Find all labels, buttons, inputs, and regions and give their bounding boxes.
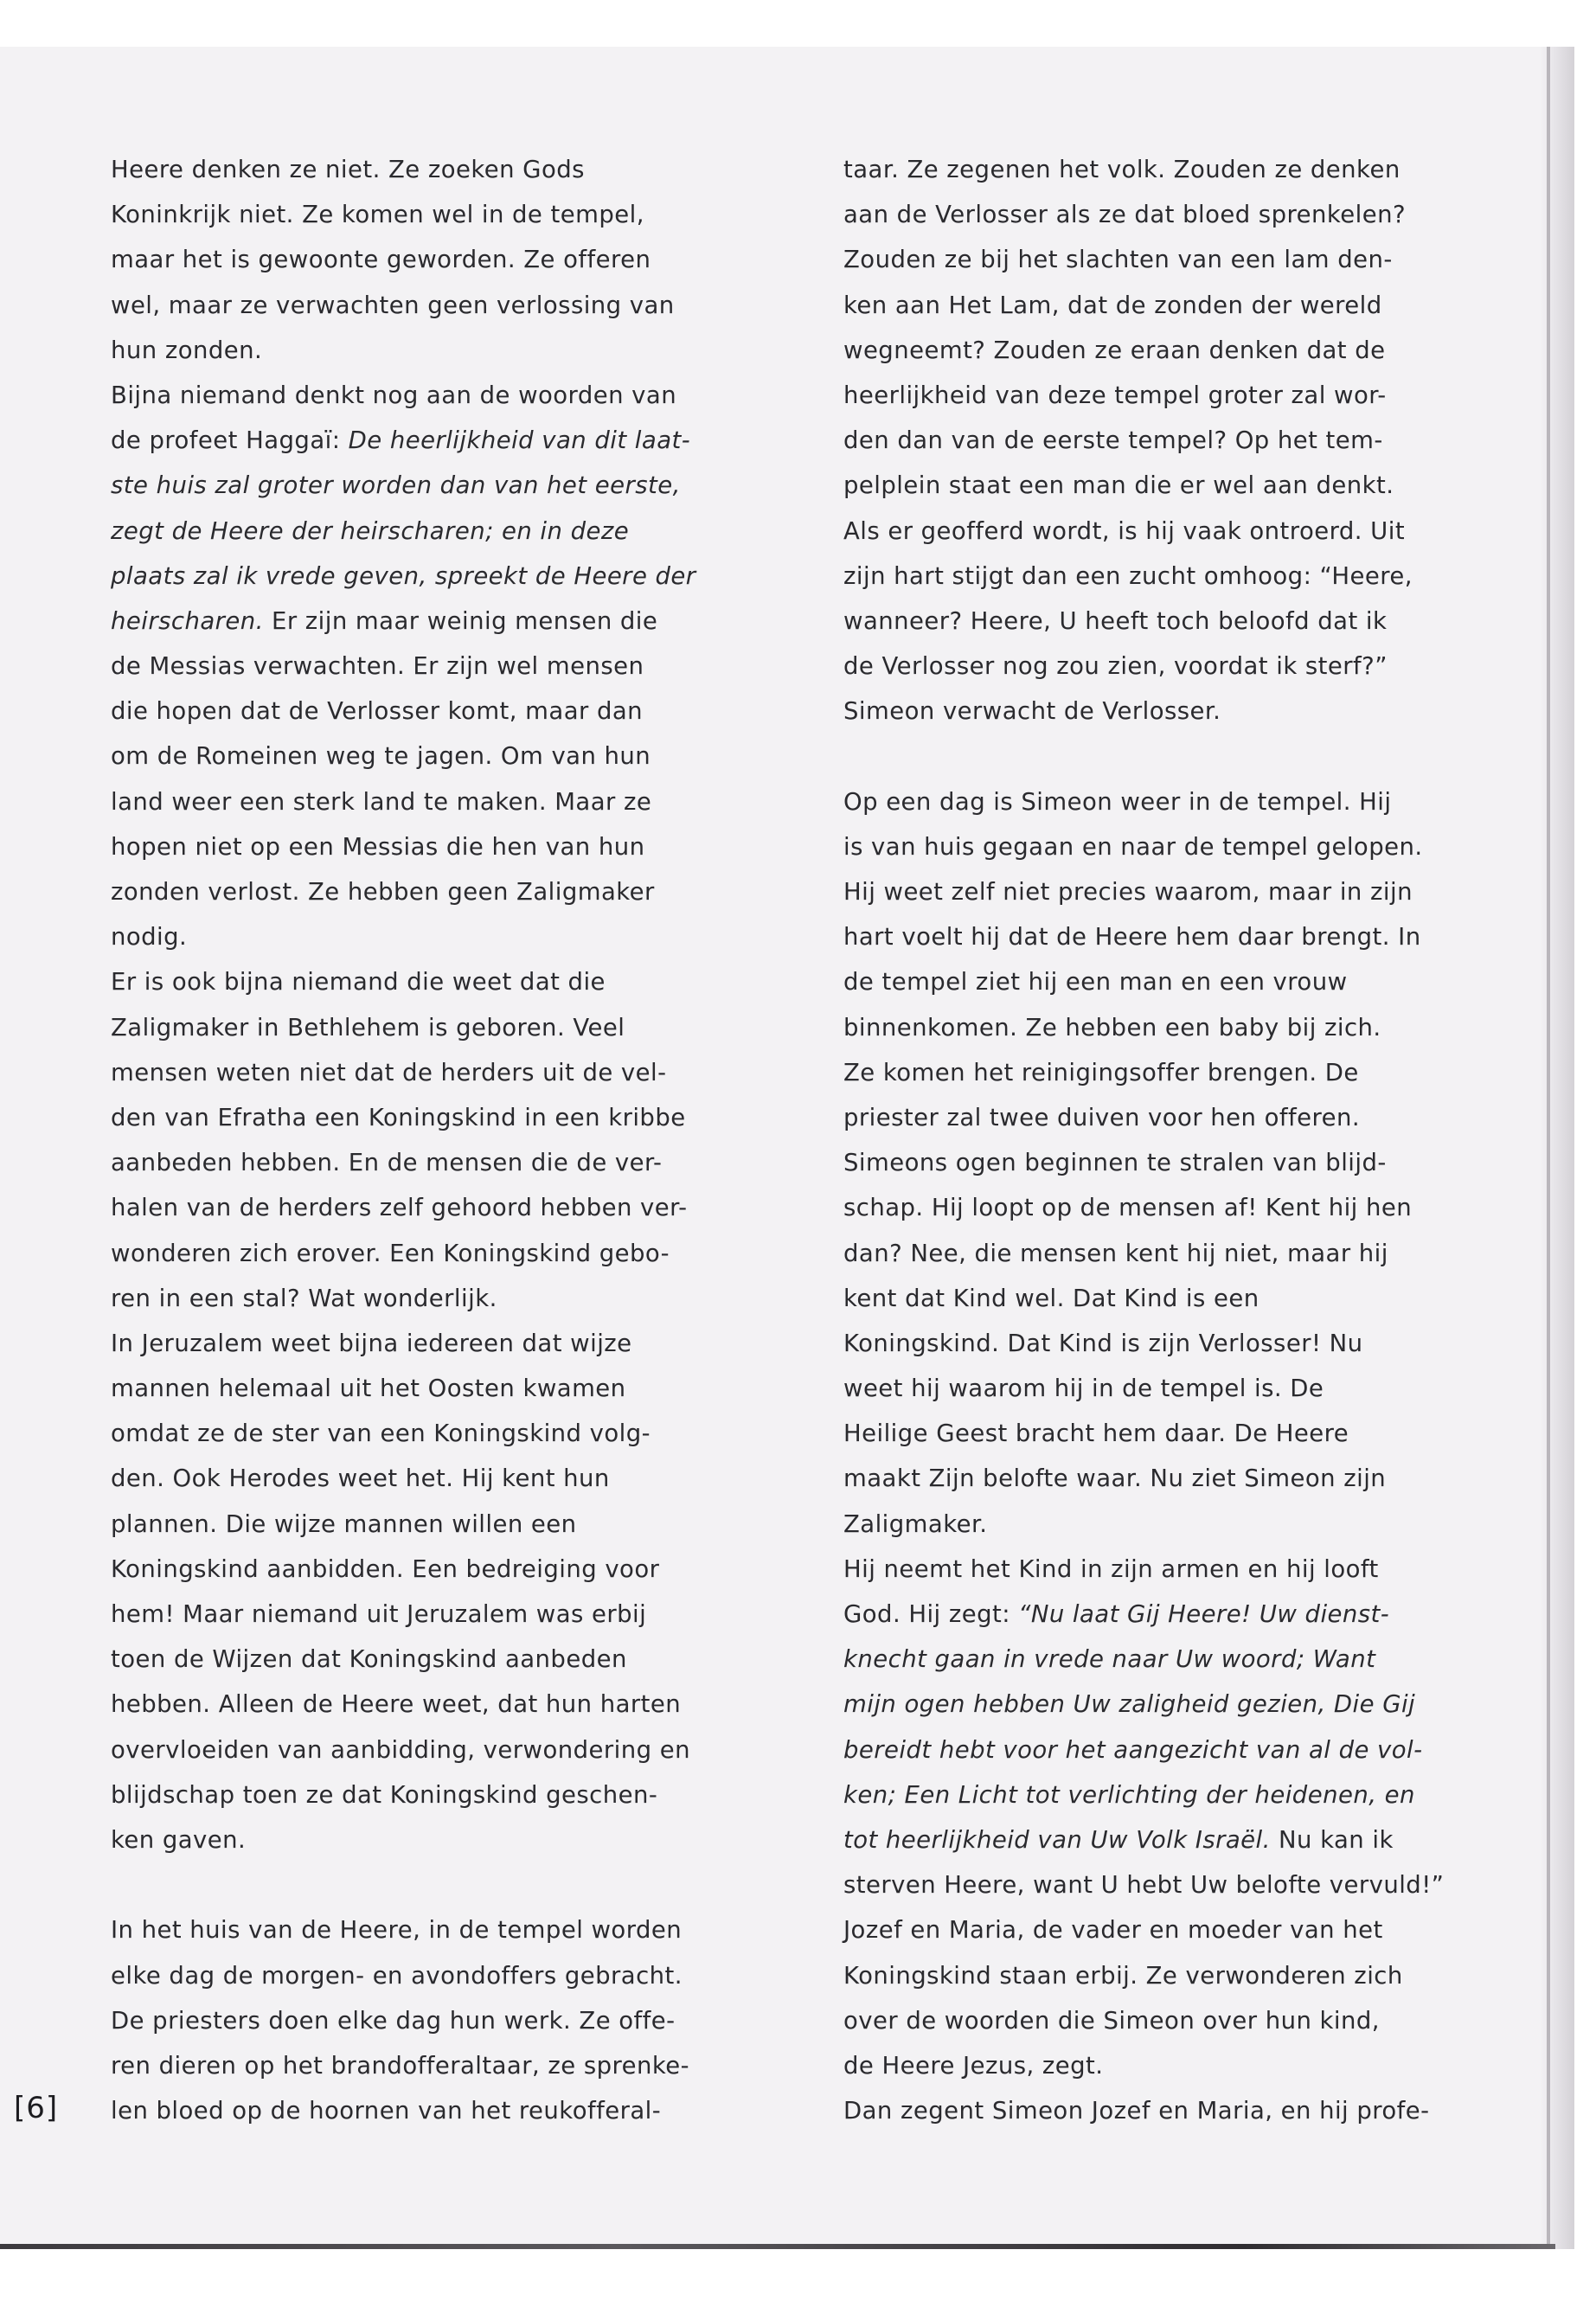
text-line: Bijna niemand denkt nog aan de woorden van (111, 381, 677, 409)
text-line: de tempel ziet hij een man en een vrouw (843, 968, 1348, 997)
text-line (843, 1592, 1466, 1637)
text-line: wegneemt? Zouden ze eraan denken dat de (843, 336, 1386, 364)
quote-text: zegt de Heere der heirscharen; en in deze (111, 516, 630, 545)
text-line: len bloed op de hoornen van het reukofferal- (111, 2097, 662, 2125)
text-line: hart voelt hij dat de Heere hem daar brengt. In (843, 923, 1421, 952)
text-line (843, 1682, 1466, 1727)
left-text-column (111, 147, 734, 2133)
text-line: toen de Wijzen dat Koningskind aanbeden (111, 1645, 627, 1674)
text-line: binnenkomen. Ze hebben een baby bij zich. (843, 1013, 1381, 1042)
text-line (111, 599, 734, 644)
text-line: Ze komen het reinigingsoffer brengen. De (843, 1058, 1359, 1086)
text-line: den. Ook Herodes weet het. Hij kent hun (111, 1465, 610, 1493)
text-line: hopen niet op een Messias die hen van hun (111, 832, 645, 861)
text-line: weet hij waarom hij in de tempel is. De (843, 1375, 1324, 1403)
text-line: mensen weten niet dat de herders uit de vel- (111, 1058, 667, 1086)
text-line (111, 554, 734, 599)
text-line: Hij neemt het Kind in zijn armen en hij looft (843, 1554, 1379, 1583)
text-line: pelplein staat een man die er wel aan denkt. (843, 471, 1394, 500)
text-line: Er is ook bijna niemand die weet dat die (111, 968, 606, 997)
text-line: Op een dag is Simeon weer in de tempel. Hij (843, 787, 1392, 816)
quote-text: mijn ogen hebben Uw zaligheid gezien, Die Gij (843, 1690, 1416, 1719)
text-line: wel, maar ze verwachten geen verlossing van (111, 291, 675, 319)
text-line: ken gaven. (111, 1825, 247, 1854)
text-line: over de woorden die Simeon over hun kind, (843, 2006, 1380, 2035)
text-line: wonderen zich erover. Een Koningskind gebo- (111, 1239, 670, 1267)
text-line: de Messias verwachten. Er zijn wel mensen (111, 652, 644, 681)
text-line: Zouden ze bij het slachten van een lam den- (843, 246, 1393, 274)
text-line: om de Romeinen weg te jagen. Om van hun (111, 742, 651, 771)
text-line: aanbeden hebben. En de mensen die de ver- (111, 1149, 663, 1177)
text-line: ren in een stal? Wat wonderlijk. (111, 1284, 497, 1312)
quote-text: heirscharen. (111, 606, 264, 635)
page-number: [6] (14, 2091, 59, 2125)
text-line (111, 509, 734, 554)
text-line: Jozef en Maria, de vader en moeder van het (843, 1916, 1383, 1945)
text-line: Koningskind. Dat Kind is zijn Verlosser! Nu (843, 1329, 1363, 1357)
text-line: de Heere Jezus, zegt. (843, 2051, 1104, 2080)
text-line: is van huis gegaan en naar de tempel gelopen. (843, 832, 1423, 861)
text-line: maakt Zijn belofte waar. Nu ziet Simeon zijn (843, 1465, 1387, 1493)
paragraph-gap (111, 1862, 734, 1907)
text-segment: Nu kan ik (1270, 1825, 1394, 1854)
text-line: den van Efratha een Koningskind in een kribbe (111, 1103, 686, 1131)
text-line: Als er geofferd wordt, is hij vaak ontroerd. Uit (843, 516, 1406, 545)
text-line: Simeons ogen beginnen te stralen van blijd- (843, 1149, 1387, 1177)
text-line (111, 463, 734, 508)
text-line: zonden verlost. Ze hebben geen Zaligmaker (111, 878, 655, 906)
text-line: taar. Ze zegenen het volk. Zouden ze denken (843, 156, 1401, 183)
text-line: hem! Maar niemand uit Jeruzalem was erbij (111, 1600, 647, 1628)
text-line: In Jeruzalem weet bijna iedereen dat wijze (111, 1329, 632, 1357)
quote-text: ste huis zal groter worden dan van het eerste, (111, 471, 681, 500)
text-line: Zaligmaker in Bethlehem is geboren. Veel (111, 1013, 625, 1042)
text-segment: Er zijn maar weinig mensen die (263, 606, 658, 635)
text-line (111, 418, 734, 463)
quote-text: bereidt hebt voor het aangezicht van al de vol- (843, 1735, 1423, 1764)
text-line: maar het is gewoonte geworden. Ze offeren (111, 246, 651, 274)
text-line: die hopen dat de Verlosser komt, maar dan (111, 697, 644, 726)
text-line: priester zal twee duiven voor hen offeren. (843, 1103, 1361, 1131)
text-line: plannen. Die wijze mannen willen een (111, 1509, 577, 1538)
text-line: hun zonden. (111, 336, 263, 364)
right-text-column (843, 147, 1466, 2133)
text-line (843, 1817, 1466, 1862)
text-line: Heilige Geest bracht hem daar. De Heere (843, 1420, 1349, 1448)
text-line: ken aan Het Lam, dat de zonden der wereld (843, 291, 1382, 319)
text-line: Simeon verwacht de Verlosser. (843, 697, 1221, 726)
quote-text: knecht gaan in vrede naar Uw woord; Want (843, 1645, 1376, 1674)
quote-text: plaats zal ik vrede geven, spreekt de Heere der (111, 561, 696, 590)
text-line: den dan van de eerste tempel? Op het tem- (843, 426, 1383, 455)
text-line: Zaligmaker. (843, 1509, 988, 1538)
text-line: Koningskind aanbidden. Een bedreiging voor (111, 1554, 660, 1583)
text-line: Koningskind staan erbij. Ze verwonderen zich (843, 1961, 1403, 1990)
text-line: kent dat Kind wel. Dat Kind is een (843, 1284, 1259, 1312)
text-line (843, 1637, 1466, 1682)
text-line: overvloeiden van aanbidding, verwondering en (111, 1735, 690, 1764)
paragraph-gap (843, 734, 1466, 779)
text-line: de Verlosser nog zou zien, voordat ik sterf?” (843, 652, 1388, 681)
text-line: Hij weet zelf niet precies waarom, maar in zijn (843, 878, 1413, 906)
text-line: Koninkrijk niet. Ze komen wel in de tempel, (111, 201, 644, 229)
text-line: aan de Verlosser als ze dat bloed sprenkelen? (843, 201, 1407, 229)
text-line: dan? Nee, die mensen kent hij niet, maar hij (843, 1239, 1388, 1267)
text-line: land weer een sterk land te maken. Maar ze (111, 787, 652, 816)
text-line: wanneer? Heere, U heeft toch beloofd dat ik (843, 606, 1388, 635)
book-spine-shadow (1540, 47, 1574, 2249)
text-line: zijn hart stijgt dan een zucht omhoog: “Heere, (843, 561, 1413, 590)
text-line (843, 1727, 1466, 1772)
text-line: ren dieren op het brandofferaltaar, ze sprenke- (111, 2051, 690, 2080)
text-line: Heere denken ze niet. Ze zoeken Gods (111, 156, 585, 183)
text-line: De priesters doen elke dag hun werk. Ze offe- (111, 2006, 676, 2035)
text-line: hebben. Alleen de Heere weet, dat hun harten (111, 1690, 682, 1719)
bottom-edge (0, 2244, 1555, 2249)
text-line: omdat ze de ster van een Koningskind volg- (111, 1420, 651, 1448)
quote-text: ken; Een Licht tot verlichting der heidenen, en (843, 1780, 1415, 1809)
text-line: elke dag de morgen- en avondoffers gebracht. (111, 1961, 683, 1990)
quote-text: “Nu laat Gij Heere! Uw dienst- (1018, 1600, 1390, 1628)
text-segment: God. Hij zegt: (843, 1600, 1019, 1628)
text-line: sterven Heere, want U hebt Uw belofte vervuld!” (843, 1871, 1445, 1900)
text-line (843, 1772, 1466, 1817)
text-line: schap. Hij loopt op de mensen af! Kent hij hen (843, 1194, 1413, 1222)
page-edge (1547, 47, 1550, 2249)
quote-text: De heerlijkheid van dit laat- (348, 426, 691, 455)
text-line: heerlijkheid van deze tempel groter zal wor- (843, 381, 1387, 409)
text-line: Dan zegent Simeon Jozef en Maria, en hij profe- (843, 2097, 1430, 2125)
quote-text: tot heerlijkheid van Uw Volk Israël. (843, 1825, 1271, 1854)
text-segment: de profeet Haggaï: (111, 426, 349, 455)
text-line: blijdschap toen ze dat Koningskind geschen- (111, 1780, 658, 1809)
text-line: nodig. (111, 923, 188, 952)
text-line: In het huis van de Heere, in de tempel worden (111, 1916, 683, 1945)
text-line: mannen helemaal uit het Oosten kwamen (111, 1375, 626, 1403)
text-line: halen van de herders zelf gehoord hebben ver- (111, 1194, 688, 1222)
